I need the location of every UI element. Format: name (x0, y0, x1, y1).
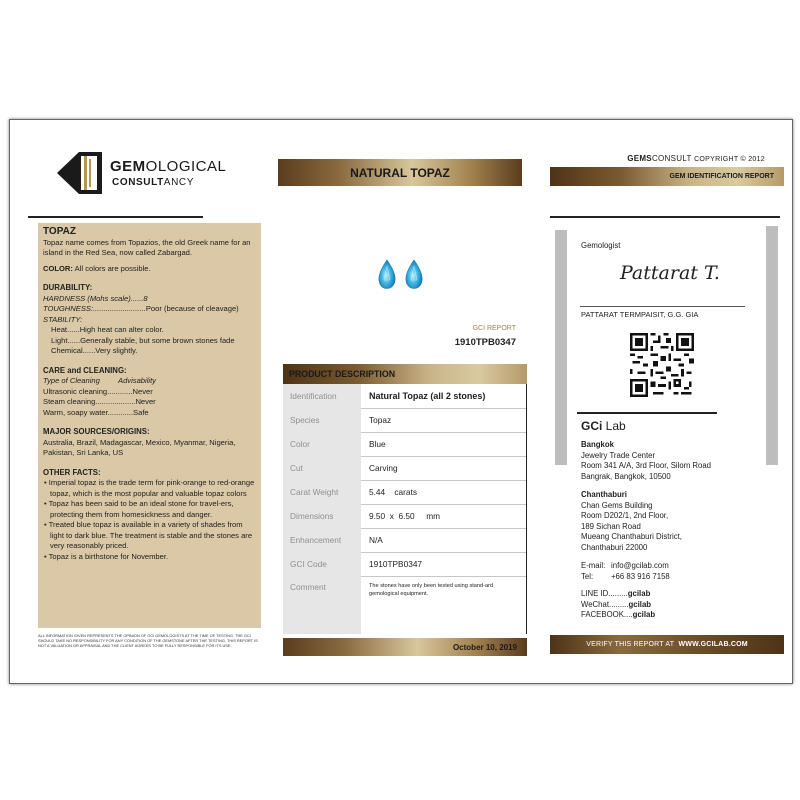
qr-code[interactable] (630, 333, 694, 397)
color-line: COLOR: All colors are possible. (43, 263, 151, 273)
disclaimer: ALL INFORMATION GIVEN REPRESENTS THE OPINION OF GCI GEMOLOGISTS AT THE TIME OF TESTING. THE GCI SHOULD TAKE NO RESPONSIBILITY FOR ANY CONDITION OF THE GEMSTONE AFTER THE TESTING. THIS REPORT IS NOT A VALUATION OR APPRAISAL AND THE CLIENT AGREES TO BE FULLY RESPONSIBLE FOR ITS USE. (38, 633, 258, 648)
gemologist-name: PATTARAT TERMPAISIT, G.G. GIA (581, 310, 699, 319)
social-links (581, 589, 781, 621)
table-row: Cut Carving (283, 456, 526, 481)
info-title: TOPAZ (43, 226, 76, 237)
gemstone-photo (355, 240, 475, 310)
decorative-bar (555, 230, 567, 465)
signature-line (580, 306, 745, 307)
verify-band[interactable]: VERIFY THIS REPORT AT WWW.GCILAB.COM (550, 635, 784, 654)
gemologist-label: Gemologist (581, 241, 621, 250)
care-header: Type of Cleaning Advisability (43, 376, 156, 385)
fact-item: • Topaz is a birthstone for November. (44, 551, 169, 561)
table-row: GCI Code 1910TPB0347 (283, 552, 526, 577)
social-line[interactable]: LINE ID.........gcilab (581, 589, 651, 598)
logo-wordmark: GEMOLOGICAL (110, 158, 227, 175)
logo-emblem-icon (55, 150, 107, 196)
gemologist-signature: Pattarat T. (620, 262, 720, 284)
stability-label: STABILITY: (43, 314, 83, 324)
durability-title: DURABILITY: (43, 283, 93, 292)
info-intro: Topaz name comes from Topazios, the old Greek name for an island in the Red Sea, now called Zabargad. (43, 237, 251, 257)
sources-text: Australia, Brazil, Madagascar, Mexico, Myanmar, Nigeria, Pakistan, Sri Lanka, US (43, 437, 236, 457)
decorative-bar (766, 226, 778, 465)
divider (550, 216, 780, 218)
table-row: Enhancement N/A (283, 528, 526, 553)
stability-item: Light......Generally stable, but some brown stones fade (51, 335, 235, 345)
bangkok-address: Bangkok Jewelry Trade Center Room 341 A/A, 3rd Floor, Silom Road Bangrak, Bangkok, 10500 (581, 440, 712, 481)
social-facebook[interactable]: FACEBOOK....gcilab (581, 610, 656, 619)
stability-item: Heat......High heat can alter color. (51, 325, 164, 334)
lab-name: GCi Lab (581, 419, 626, 433)
product-title-band: NATURAL TOPAZ (278, 159, 522, 186)
care-title: CARE and CLEANING: (43, 365, 127, 375)
table-row: Identification Natural Topaz (all 2 stones) (283, 384, 526, 409)
divider (577, 412, 717, 414)
facts-title: OTHER FACTS: (43, 467, 101, 477)
table-row: Comment The stones have only been tested using stand-ard gemological equipment. (283, 576, 526, 634)
stability-list (43, 325, 258, 357)
table-row: Color Blue (283, 432, 526, 457)
report-date: October 10, 2019 (283, 638, 527, 656)
table-row: Species Topaz (283, 408, 526, 433)
table-row: Carat Weight 5.44 carats (283, 480, 526, 505)
phone-number[interactable]: +66 83 916 7158 (611, 571, 670, 581)
chanthaburi-address: Chanthaburi Chan Gems Building Room D202/1, 2nd Floor, 189 Sichan Road Mueang Chanthaburi District, Chanthaburi 22000 (581, 490, 682, 552)
logo-subtitle: CONSULTANCY (112, 177, 194, 188)
product-description-header: PRODUCT DESCRIPTION (283, 364, 527, 384)
table-row: Dimensions 9.50 x 6.50 mm (283, 504, 526, 529)
divider (28, 216, 203, 218)
stability-item: Chemical......Very slightly. (51, 346, 138, 355)
contact-info: E-mail: info@gcilab.com Tel: +66 83 916 7158 (581, 561, 670, 581)
copyright-line: GEMSCONSULT COPYRIGHT © 2012 (627, 154, 765, 163)
hardness-line: HARDNESS (Mohs scale)......8 (43, 293, 148, 303)
product-description-table (283, 384, 527, 634)
care-row: Ultrasonic cleaning............Never (43, 386, 153, 396)
report-label: GCI REPORT (472, 325, 516, 332)
sources-title: MAJOR SOURCES/ORIGINS: (43, 427, 150, 436)
report-card (9, 119, 793, 684)
fact-item: • Imperial topaz is the trade term for pink-orange to red-orange topaz, which is the most popular and valuable topaz colors (44, 478, 255, 498)
care-row: Warm, soapy water............Safe (43, 407, 149, 417)
qr-code-icon (630, 333, 694, 397)
fact-item: • Treated blue topaz is available in a variety of shades from light to dark blue. The treatment is stable and the stones are very reasonably priced. (44, 520, 253, 550)
topaz-info-box (38, 223, 261, 628)
fact-item: • Topaz has been said to be an ideal stone for travel-ers, protecting them from homesickness and danger. (44, 499, 234, 519)
email-link[interactable]: info@gcilab.com (611, 561, 669, 570)
gem-identification-band: GEM IDENTIFICATION REPORT (550, 167, 784, 186)
report-number: 1910TPB0347 (454, 337, 516, 348)
social-wechat[interactable]: WeChat.........gcilab (581, 599, 652, 609)
care-row: Steam cleaning...................Never (43, 397, 156, 406)
gemstone-image (355, 240, 475, 310)
toughness-line: TOUGHNESS:.........................Poor (because of cleavage) (43, 304, 239, 313)
